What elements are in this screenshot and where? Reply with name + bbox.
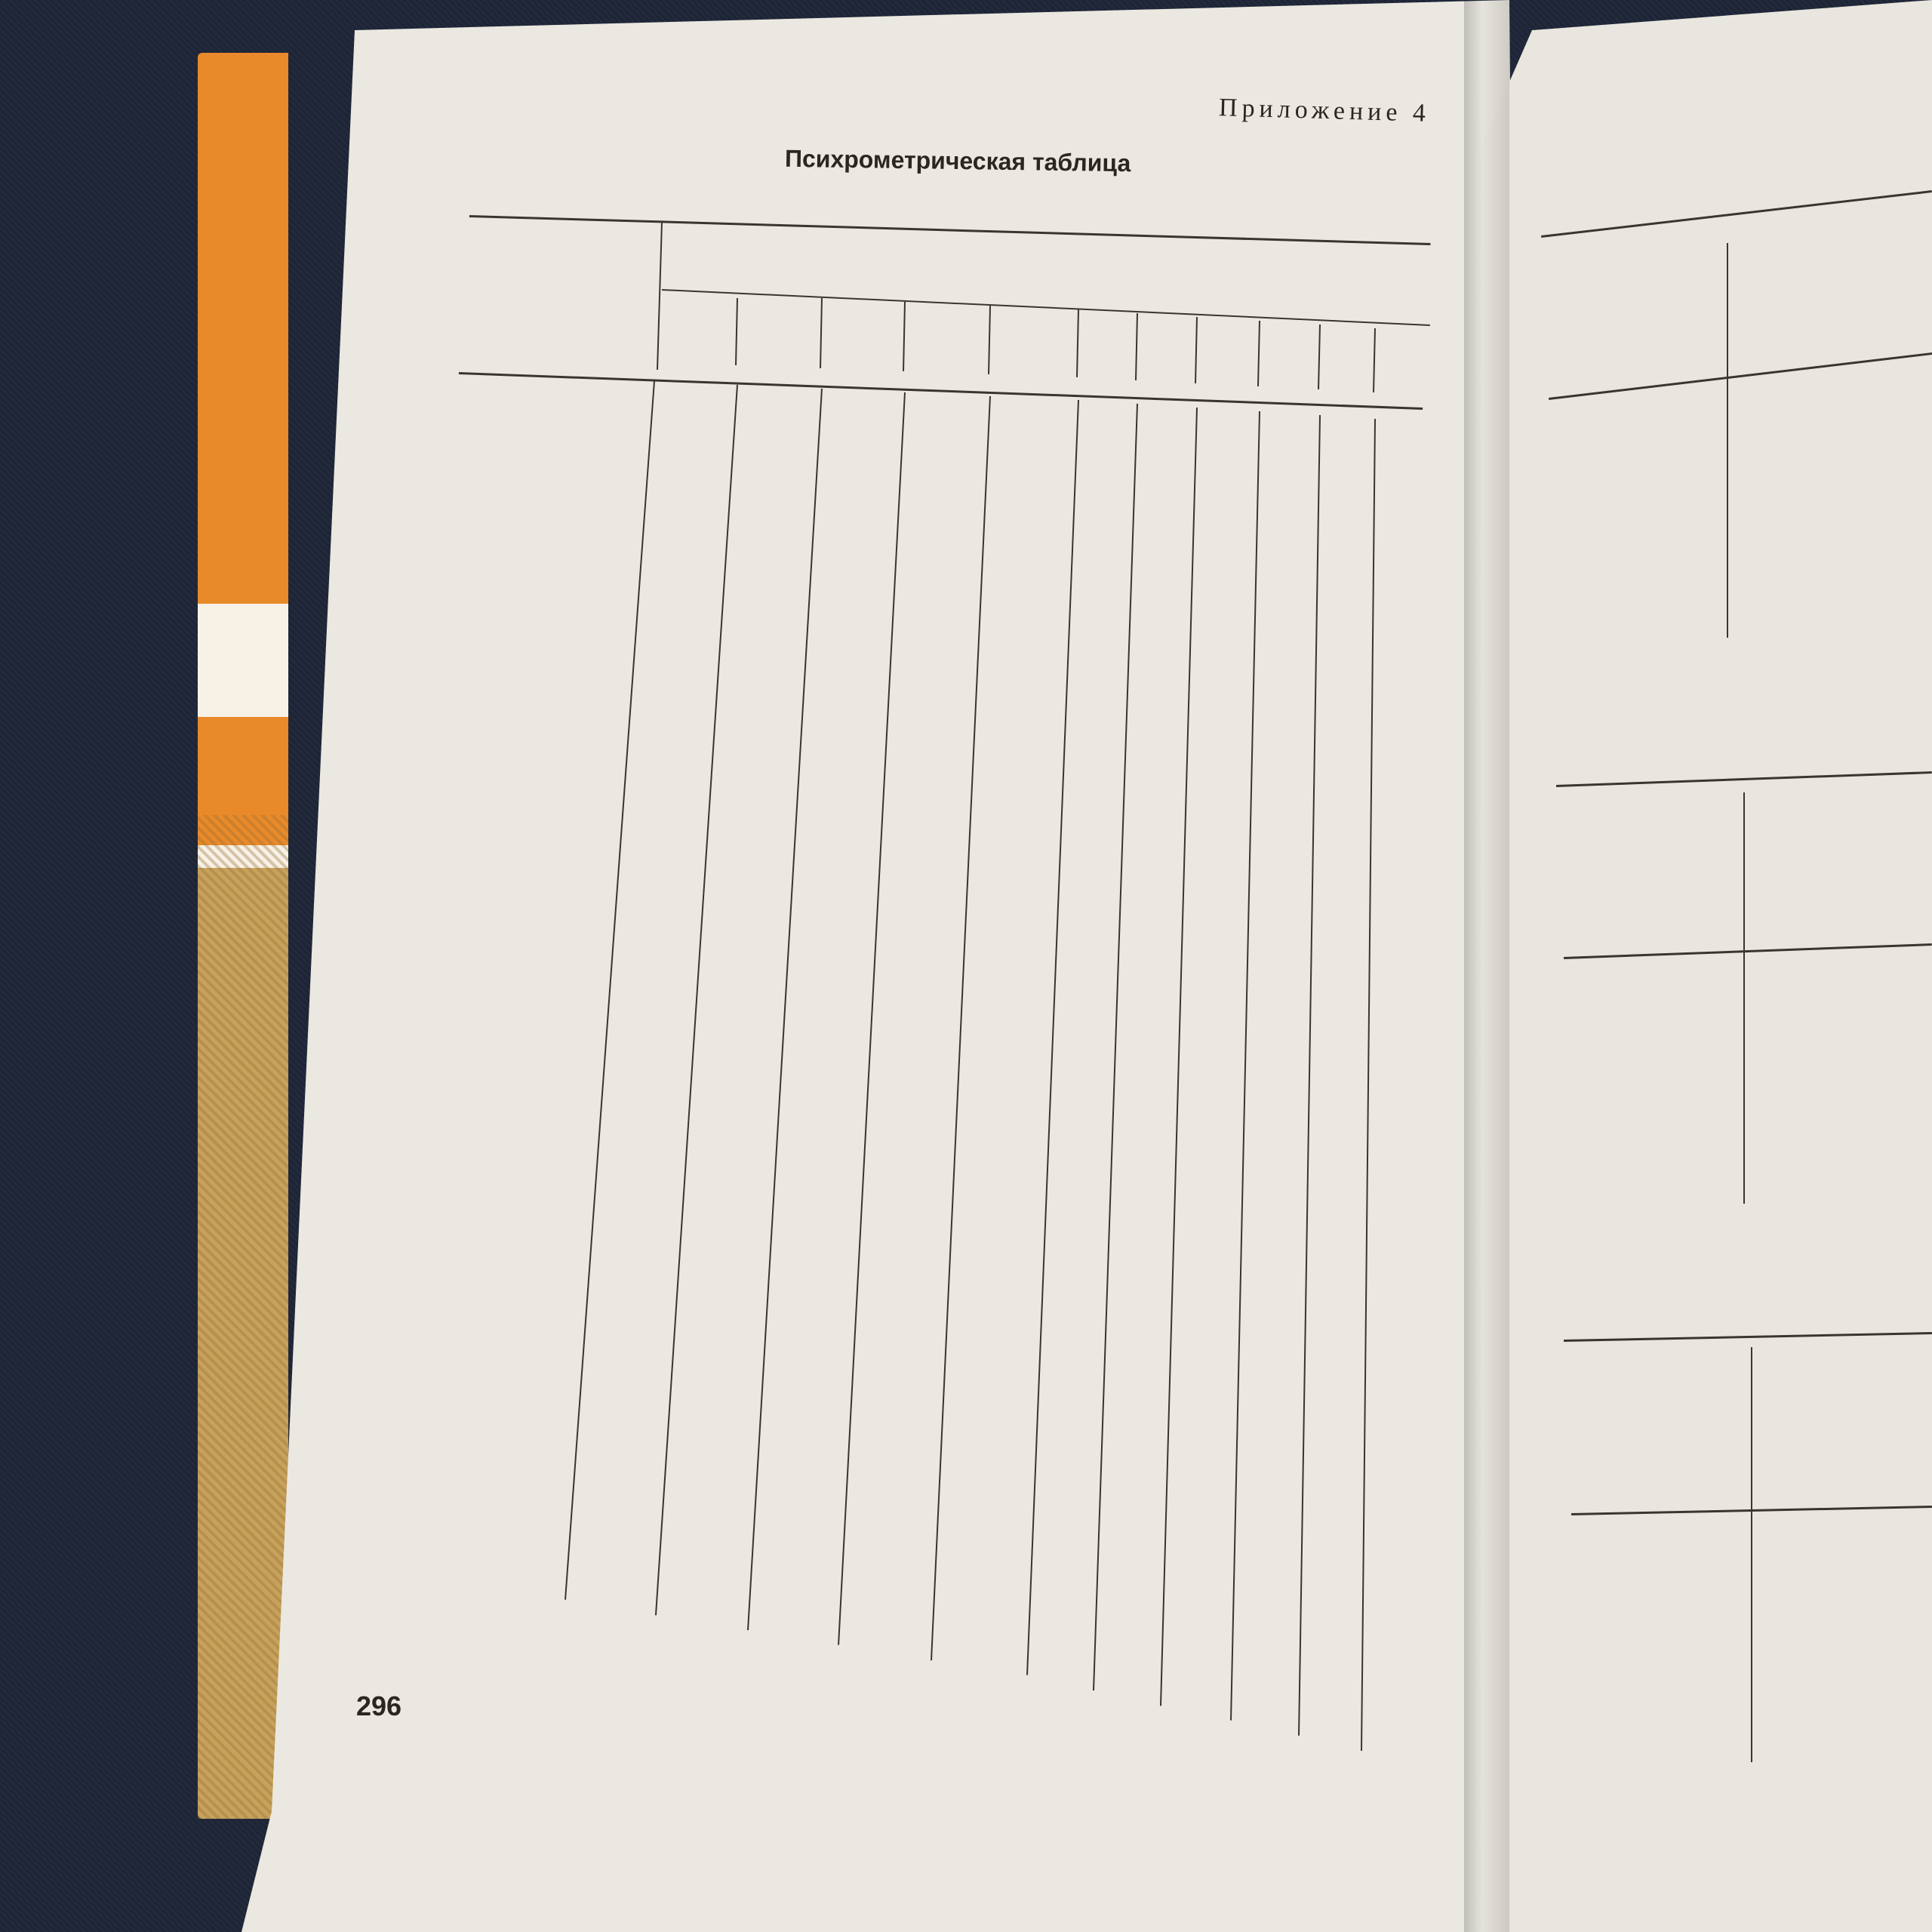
column-separator	[988, 306, 991, 374]
column-separator	[838, 392, 906, 1645]
column-separator	[1026, 400, 1079, 1675]
column-separator	[1361, 419, 1376, 1751]
column-separator	[1160, 408, 1198, 1706]
table-top-rule	[469, 215, 1430, 245]
row-header-label	[494, 253, 619, 336]
column-separator	[1318, 325, 1321, 389]
column-separator	[1230, 411, 1260, 1721]
table2-divider	[1743, 792, 1745, 1204]
column-separator	[931, 396, 991, 1660]
header-bottom-rule	[459, 372, 1423, 410]
column-separator	[1257, 321, 1260, 386]
column-separator	[1093, 404, 1138, 1690]
column-separator	[1373, 328, 1376, 392]
column-separator	[820, 298, 823, 368]
column-separator	[1076, 309, 1079, 377]
table-title: Психрометрическая таблица	[784, 144, 1131, 177]
column-separator	[655, 385, 738, 1615]
table3-divider	[1751, 1347, 1752, 1762]
appendix-label: Приложение 4	[1218, 94, 1431, 128]
column-separator	[1298, 415, 1321, 1736]
page-number: 296	[356, 1690, 402, 1721]
table1-divider	[1727, 243, 1728, 638]
column-separator	[747, 389, 823, 1630]
column-separator	[657, 223, 663, 370]
column-separator	[735, 298, 738, 365]
column-separator	[1195, 317, 1198, 383]
group-header-rule	[662, 289, 1430, 326]
column-separator	[565, 381, 655, 1600]
column-separator	[1135, 313, 1138, 380]
column-separator	[903, 302, 906, 371]
